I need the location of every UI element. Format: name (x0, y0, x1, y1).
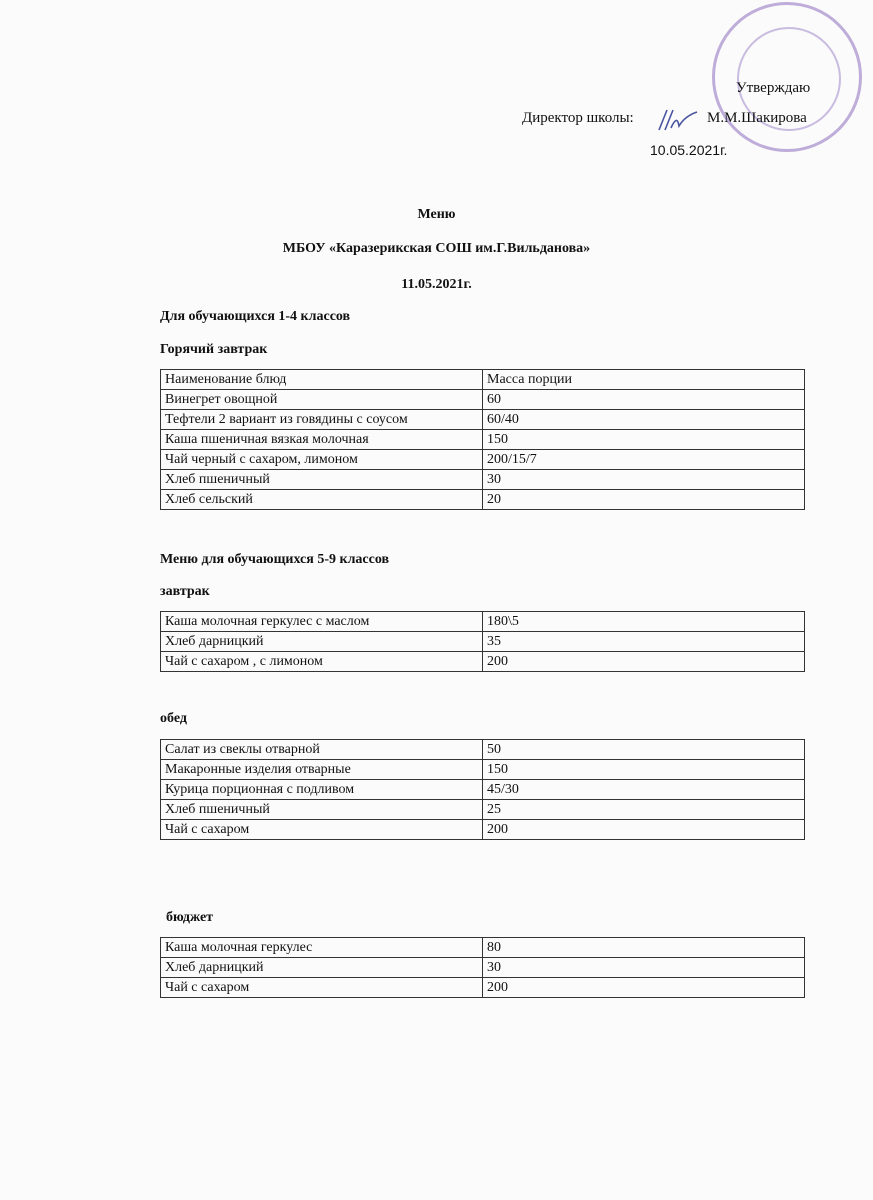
budget-table (160, 937, 805, 998)
table-row (161, 938, 805, 958)
breakfast-table (160, 611, 805, 672)
mass: 60/40 (483, 410, 805, 430)
dish: Тефтели 2 вариант из говядины с соусом (161, 410, 483, 430)
table-row (161, 430, 805, 450)
mass: 180\5 (483, 612, 805, 632)
lunch-table (160, 739, 805, 840)
dish: Хлеб дарницкий (161, 632, 483, 652)
mass: 150 (483, 760, 805, 780)
dish: Каша пшеничная вязкая молочная (161, 430, 483, 450)
table-row (161, 958, 805, 978)
approval-date: 10.05.2021г. (650, 142, 728, 158)
dish: Хлеб сельский (161, 490, 483, 510)
section2-heading: Меню для обучающихся 5-9 классов (160, 552, 390, 567)
table-row (161, 632, 805, 652)
menu-table-1-4 (160, 369, 805, 510)
lunch-label: обед (160, 711, 187, 726)
table-row (161, 410, 805, 430)
director-name: М.М.Шакирова (707, 110, 807, 126)
dish: Макаронные изделия отварные (161, 760, 483, 780)
table-header-row (161, 370, 805, 390)
approve-label: Утверждаю (736, 80, 811, 96)
table-row (161, 760, 805, 780)
mass: 35 (483, 632, 805, 652)
table-row (161, 820, 805, 840)
mass: 200 (483, 820, 805, 840)
director-label: Директор школы: (522, 110, 634, 126)
mass: 25 (483, 800, 805, 820)
table-row (161, 612, 805, 632)
table-row (161, 390, 805, 410)
school-name: МБОУ «Каразерикская СОШ им.Г.Вильданова» (282, 241, 591, 256)
header-mass: Масса порции (483, 370, 805, 390)
section1-meal: Горячий завтрак (160, 342, 268, 357)
page-title: Меню (417, 207, 456, 222)
mass: 200 (483, 978, 805, 998)
mass: 20 (483, 490, 805, 510)
header-dish: Наименование блюд (161, 370, 483, 390)
mass: 30 (483, 958, 805, 978)
dish: Хлеб дарницкий (161, 958, 483, 978)
mass: 45/30 (483, 780, 805, 800)
dish: Курица порционная с подливом (161, 780, 483, 800)
budget-label: бюджет (166, 910, 214, 925)
mass: 30 (483, 470, 805, 490)
table-row (161, 652, 805, 672)
dish: Каша молочная геркулес (161, 938, 483, 958)
signature (655, 106, 700, 134)
menu-date: 11.05.2021г. (401, 277, 472, 292)
dish: Каша молочная геркулес с маслом (161, 612, 483, 632)
mass: 150 (483, 430, 805, 450)
dish: Чай с сахаром , с лимоном (161, 652, 483, 672)
dish: Чай с сахаром (161, 978, 483, 998)
dish: Салат из свеклы отварной (161, 740, 483, 760)
table-row (161, 740, 805, 760)
dish: Хлеб пшеничный (161, 470, 483, 490)
table-row (161, 800, 805, 820)
table-row (161, 978, 805, 998)
mass: 200/15/7 (483, 450, 805, 470)
table-row (161, 490, 805, 510)
dish: Хлеб пшеничный (161, 800, 483, 820)
mass: 60 (483, 390, 805, 410)
school-stamp (712, 2, 862, 152)
table-row (161, 470, 805, 490)
table-row (161, 450, 805, 470)
mass: 80 (483, 938, 805, 958)
mass: 200 (483, 652, 805, 672)
dish: Чай черный с сахаром, лимоном (161, 450, 483, 470)
dish: Чай с сахаром (161, 820, 483, 840)
mass: 50 (483, 740, 805, 760)
table-row (161, 780, 805, 800)
breakfast-label: завтрак (160, 584, 210, 599)
section1-heading: Для обучающихся 1-4 классов (160, 309, 351, 324)
dish: Винегрет овощной (161, 390, 483, 410)
